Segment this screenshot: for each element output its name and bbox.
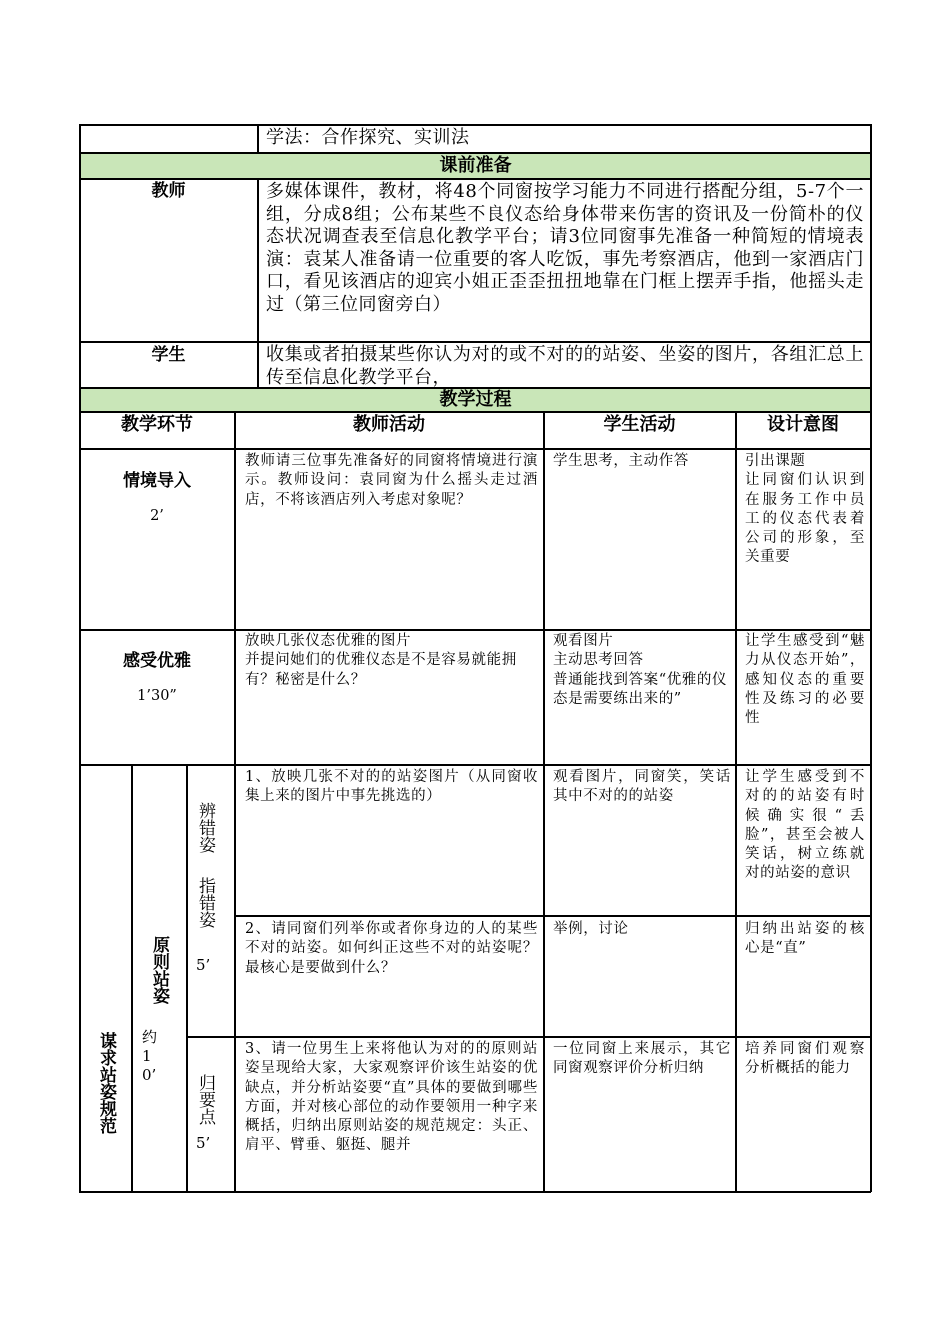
teacher-activity: 教师请三位事先准备好的同窗将情境进行演示。教师设问：袁同窗为什么摇头走过酒店，不将该酒店列入考虑对象呢？: [245, 453, 538, 508]
teacher-activity: 2、请同窗们列举你或者你身边的人的某些不对的站姿。如何纠正这些不对的站姿呢？最核心是要做到什么？: [245, 921, 538, 976]
stage-time: 1’30”: [137, 688, 177, 704]
table-border-right: [870, 124, 872, 1192]
col-header-student: 学生活动: [603, 414, 676, 435]
teacher-label: 教师: [151, 181, 186, 201]
table-rule: [131, 764, 133, 1192]
sub-time-1: 5’: [196, 956, 211, 974]
table-rule: [234, 411, 236, 1192]
prep-title: 课前准备: [439, 155, 512, 176]
student-prep-text: 收集或者拍摄某些你认为对的或不对的的站姿、坐姿的图片，各组汇总上传至信息化教学平台，: [266, 344, 864, 388]
teacher-activity: 1、放映几张不对的的站姿图片（从同窗收集上来的图片中事先挑选的）: [245, 769, 538, 805]
table-rule: [186, 764, 188, 1192]
sub-time-2: 5’: [196, 1134, 211, 1152]
design-intent: 让学生感受到“魅力从仪态开始”，感知仪态的重要性及练习的必要性: [745, 633, 865, 727]
student-activity: 一位同窗上来展示，其它同窗观察评价分析归纳: [553, 1041, 731, 1077]
col-header-teacher: 教师活动: [353, 414, 425, 435]
student-label: 学生: [151, 345, 186, 365]
student-activity: 学生思考，主动作答: [553, 453, 689, 469]
design-intent: 让学生感受到不对的的站姿有时候确实很“丢脸”，甚至会被人笑话，树立练就对的站姿的意识: [745, 769, 865, 882]
section-inner-time: 约10’: [142, 1028, 158, 1084]
table-rule: [257, 178, 259, 388]
design-intent: 培养同窗们观察分析概括的能力: [745, 1041, 865, 1077]
design-intent: 归纳出站姿的核心是“直”: [745, 921, 865, 957]
sub-label-point-out: 指错姿: [195, 877, 215, 928]
student-activity: 观看图片 主动思考回答 普通能找到答案“优雅的仪态是需要练出来的”: [553, 633, 728, 707]
process-title: 教学过程: [439, 389, 512, 410]
table-rule: [79, 764, 871, 766]
teacher-prep-text: 多媒体课件，教材，将48个同窗按学习能力不同进行搭配分组，5-7个一组，分成8组；公布某些不良仪态给身体带来伤害的资讯及一份简朴的仪态状况调查表至信息化教学平台；请3位同窗事先准备一种简短的情境表演：袁某人准备请一位重要的客人吃饭，事先考察酒店，他到一家酒店门口，看见该酒店的迎宾小姐正歪歪扭扭地靠在门框上摆弄手指，他摇头走过（第三位同窗旁白）: [266, 181, 864, 315]
table-rule: [79, 341, 871, 343]
table-rule: [186, 1036, 871, 1038]
col-header-intent: 设计意图: [767, 414, 839, 435]
table-rule: [234, 915, 871, 917]
table-rule: [735, 411, 737, 1192]
table-border-bottom: [79, 1191, 871, 1193]
section-inner-label: 原则站姿: [149, 936, 169, 1004]
table-rule: [79, 629, 871, 631]
student-activity: 观看图片，同窗笑，笑话其中不对的的站姿: [553, 769, 731, 805]
stage-time: 2’: [150, 508, 164, 524]
section-outer-label: 谋求站姿规范: [96, 1032, 116, 1134]
stage-label: 情境导入: [123, 471, 191, 491]
sub-label-summarize: 归要点: [195, 1074, 215, 1125]
teacher-activity: 放映几张仪态优雅的图片 并提问她们的优雅仪态是不是容易就能拥有？秘密是什么？: [245, 633, 517, 688]
study-method-text: 学法：合作探究、实训法: [266, 127, 470, 148]
col-header-stage: 教学环节: [121, 414, 193, 435]
table-rule: [257, 124, 259, 153]
table-rule: [79, 448, 871, 450]
student-activity: 举例，讨论: [553, 921, 629, 937]
table-rule: [543, 411, 545, 1192]
design-intent: 引出课题 让同窗们认识到在服务工作中员工的仪态代表着公司的形象，至关重要: [745, 453, 865, 566]
stage-label: 感受优雅: [123, 651, 191, 671]
table-border-top: [79, 124, 871, 126]
teacher-activity: 3、请一位男生上来将他认为对的的原则站姿呈现给大家，大家观察评价该生站姿的优缺点，并分析站姿要“直”具体的要做到哪些方面，并对核心部位的动作要领用一种字来概括，归纳出原则站姿的规范规定：头正、肩平、臂垂、躯挺、腿并: [245, 1041, 538, 1154]
sub-label-identify: 辨错姿: [195, 802, 215, 853]
